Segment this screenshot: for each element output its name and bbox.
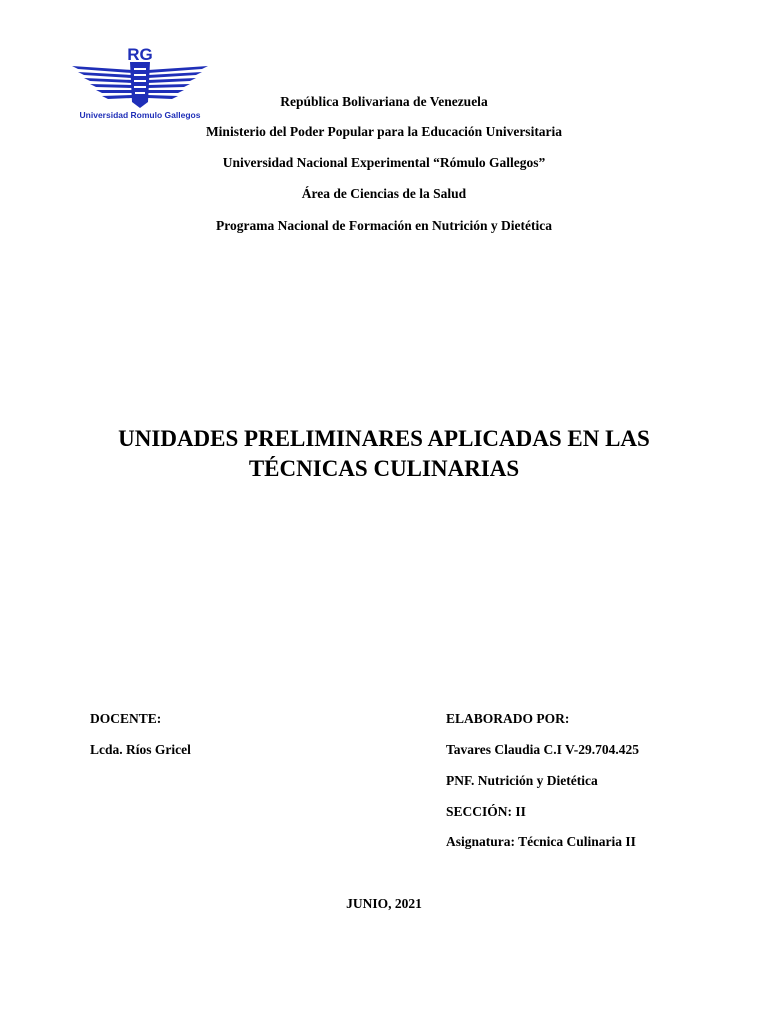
- section-info: SECCIÓN: II: [446, 804, 526, 819]
- header-area: Área de Ciencias de la Salud: [301, 186, 467, 201]
- elaborado-label: ELABORADO POR:: [446, 711, 570, 726]
- program-info: PNF. Nutrición y Dietética: [446, 773, 598, 788]
- header-ministry: Ministerio del Poder Popular para la Educación Universitaria: [205, 124, 563, 139]
- header-university: Universidad Nacional Experimental “Rómulo Gallegos”: [222, 155, 546, 170]
- subject-info: Asignatura: Técnica Culinaria II: [446, 834, 636, 849]
- docente-label: DOCENTE:: [90, 711, 162, 726]
- title-line-1: UNIDADES PRELIMINARES APLICADAS EN LAS: [118, 426, 650, 451]
- document-date: JUNIO, 2021: [346, 896, 422, 911]
- title-line-2: TÉCNICAS CULINARIAS: [248, 456, 520, 481]
- logo-monogram: RG: [127, 45, 153, 64]
- university-logo: [70, 44, 210, 122]
- header-program: Programa Nacional de Formación en Nutrición y Dietética: [215, 218, 553, 233]
- header-country: República Bolivariana de Venezuela: [280, 94, 488, 109]
- docente-name: Lcda. Ríos Gricel: [90, 742, 191, 757]
- author-info: Tavares Claudia C.I V-29.704.425: [446, 742, 640, 757]
- document-title: [0, 424, 768, 484]
- logo-caption: Universidad Romulo Gallegos: [79, 110, 201, 120]
